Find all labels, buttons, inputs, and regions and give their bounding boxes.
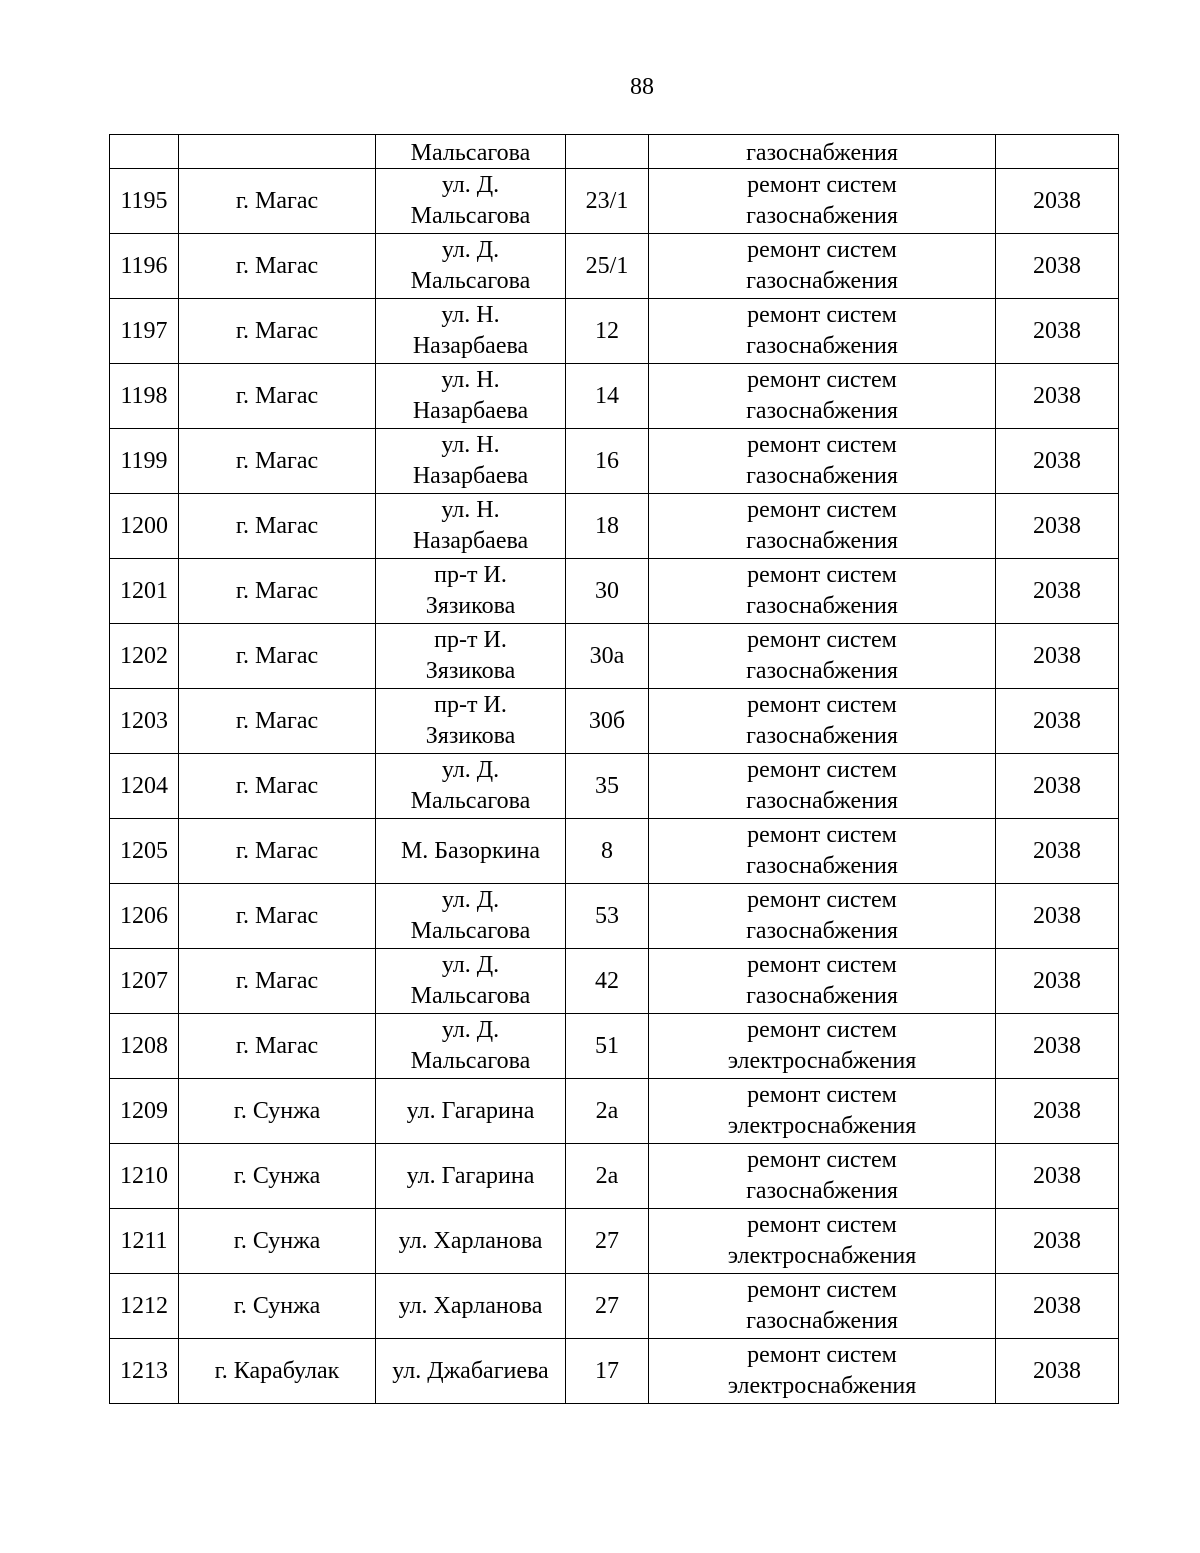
- cell-work: [649, 1144, 996, 1209]
- cell-work-line: газоснабжения: [746, 398, 898, 424]
- table-row: [110, 234, 1119, 299]
- cell-year: 2038: [996, 1014, 1119, 1079]
- cell-city: г. Магас: [179, 949, 376, 1014]
- cell-house: 30а: [566, 624, 649, 689]
- cell-year: 2038: [996, 429, 1119, 494]
- table-row: [110, 884, 1119, 949]
- cell-num: 1204: [110, 754, 179, 819]
- cell-year: 2038: [996, 1339, 1119, 1404]
- cell-street: [376, 1144, 566, 1209]
- cell-work: [649, 1014, 996, 1079]
- table-row: [110, 754, 1119, 819]
- cell-house: 8: [566, 819, 649, 884]
- cell-work: [649, 884, 996, 949]
- cell-work-line: ремонт систем: [747, 302, 897, 328]
- cell-city: г. Магас: [179, 819, 376, 884]
- cell-year: [996, 135, 1119, 169]
- cell-city: г. Магас: [179, 494, 376, 559]
- cell-street-line: ул. Н.: [441, 302, 500, 328]
- cell-work: [649, 1209, 996, 1274]
- cell-work-line: ремонт систем: [747, 822, 897, 848]
- cell-work-line: газоснабжения: [746, 463, 898, 489]
- table-row: [110, 364, 1119, 429]
- table-row: [110, 299, 1119, 364]
- cell-work-line: газоснабжения: [746, 723, 898, 749]
- cell-street: [376, 494, 566, 559]
- cell-street-line: ул. Харланова: [398, 1227, 543, 1254]
- cell-year: 2038: [996, 494, 1119, 559]
- cell-city: г. Магас: [179, 624, 376, 689]
- cell-street-line: ул. Д.: [441, 172, 500, 198]
- cell-work: [649, 949, 996, 1014]
- cell-street-line: ул. Д.: [441, 757, 500, 783]
- cell-house: 27: [566, 1274, 649, 1339]
- cell-street-line: Мальсагова: [410, 268, 531, 294]
- cell-num: 1212: [110, 1274, 179, 1339]
- cell-city: г. Сунжа: [179, 1144, 376, 1209]
- cell-street: [376, 429, 566, 494]
- cell-work-line: газоснабжения: [746, 203, 898, 229]
- cell-work-line: газоснабжения: [746, 333, 898, 359]
- cell-work-line: ремонт систем: [747, 952, 897, 978]
- cell-house: 30: [566, 559, 649, 624]
- cell-year: 2038: [996, 1144, 1119, 1209]
- table-row: [110, 1339, 1119, 1404]
- cell-city: г. Магас: [179, 884, 376, 949]
- cell-work-line: ремонт систем: [747, 432, 897, 458]
- cell-street-line: ул. Н.: [441, 497, 500, 523]
- cell-work: [649, 299, 996, 364]
- cell-year: 2038: [996, 559, 1119, 624]
- cell-year: 2038: [996, 754, 1119, 819]
- cell-work: [649, 624, 996, 689]
- cell-work-line: ремонт систем: [747, 692, 897, 718]
- cell-city: [179, 135, 376, 169]
- cell-year: 2038: [996, 819, 1119, 884]
- table-row: [110, 559, 1119, 624]
- cell-year: 2038: [996, 1274, 1119, 1339]
- cell-year: 2038: [996, 299, 1119, 364]
- cell-work: [649, 559, 996, 624]
- cell-num: 1207: [110, 949, 179, 1014]
- cell-year: 2038: [996, 1209, 1119, 1274]
- cell-street-line: Мальсагова: [410, 1048, 531, 1074]
- cell-work-line: электроснабжения: [727, 1113, 917, 1139]
- cell-work: [649, 364, 996, 429]
- table-row: [110, 429, 1119, 494]
- cell-work-line: ремонт систем: [747, 367, 897, 393]
- cell-num: 1208: [110, 1014, 179, 1079]
- cell-street-line: ул. Н.: [441, 432, 500, 458]
- cell-street: [376, 949, 566, 1014]
- page-number: 88: [630, 74, 654, 100]
- cell-work-line: газоснабжения: [746, 788, 898, 814]
- cell-num: 1210: [110, 1144, 179, 1209]
- cell-work: [649, 754, 996, 819]
- cell-house: 53: [566, 884, 649, 949]
- cell-num: 1209: [110, 1079, 179, 1144]
- cell-street-line: ул. Гагарина: [406, 1097, 535, 1124]
- cell-work: [649, 1079, 996, 1144]
- cell-work-line: ремонт систем: [747, 1147, 897, 1173]
- table-row: [110, 624, 1119, 689]
- cell-street: [376, 689, 566, 754]
- cell-street: [376, 559, 566, 624]
- cell-work: [649, 169, 996, 234]
- cell-city: г. Магас: [179, 169, 376, 234]
- cell-work-line: ремонт систем: [747, 1082, 897, 1108]
- cell-street-line: пр-т И.: [434, 562, 507, 588]
- cell-street-line: Мальсагова: [410, 788, 531, 814]
- registry-table: [109, 134, 1119, 1404]
- cell-work-line: ремонт систем: [747, 887, 897, 913]
- cell-street: [376, 169, 566, 234]
- cell-street-line: пр-т И.: [434, 692, 507, 718]
- cell-street-line: пр-т И.: [434, 627, 507, 653]
- cell-city: г. Магас: [179, 299, 376, 364]
- cell-work-line: газоснабжения: [746, 593, 898, 619]
- cell-work: газоснабжения: [649, 135, 996, 169]
- cell-num: 1195: [110, 169, 179, 234]
- cell-num: 1201: [110, 559, 179, 624]
- cell-work: [649, 689, 996, 754]
- cell-work: [649, 819, 996, 884]
- cell-work-line: ремонт систем: [747, 757, 897, 783]
- cell-city: г. Сунжа: [179, 1209, 376, 1274]
- cell-year: 2038: [996, 364, 1119, 429]
- cell-street: [376, 1274, 566, 1339]
- cell-house: 14: [566, 364, 649, 429]
- table-row: [110, 1144, 1119, 1209]
- cell-street-line: Мальсагова: [410, 983, 531, 1009]
- cell-num: 1213: [110, 1339, 179, 1404]
- cell-street-line: М. Базоркина: [400, 837, 541, 864]
- cell-city: г. Сунжа: [179, 1274, 376, 1339]
- cell-work: [649, 234, 996, 299]
- cell-street: [376, 1339, 566, 1404]
- cell-house: 18: [566, 494, 649, 559]
- cell-house: [566, 135, 649, 169]
- cell-house: 27: [566, 1209, 649, 1274]
- cell-street-line: Назарбаева: [412, 528, 529, 554]
- cell-num: 1197: [110, 299, 179, 364]
- cell-num: 1199: [110, 429, 179, 494]
- cell-house: 25/1: [566, 234, 649, 299]
- cell-work-line: газоснабжения: [746, 1308, 898, 1334]
- cell-house: 2а: [566, 1079, 649, 1144]
- cell-work-line: газоснабжения: [746, 918, 898, 944]
- cell-house: 12: [566, 299, 649, 364]
- cell-work-line: ремонт систем: [747, 1212, 897, 1238]
- cell-year: 2038: [996, 689, 1119, 754]
- cell-year: 2038: [996, 234, 1119, 299]
- cell-street-line: ул. Н.: [441, 367, 500, 393]
- cell-house: 30б: [566, 689, 649, 754]
- cell-work-line: ремонт систем: [747, 497, 897, 523]
- cell-city: г. Магас: [179, 1014, 376, 1079]
- cell-house: 42: [566, 949, 649, 1014]
- cell-street-line: Назарбаева: [412, 463, 529, 489]
- cell-house: 16: [566, 429, 649, 494]
- table-row: [110, 1014, 1119, 1079]
- cell-street: [376, 1079, 566, 1144]
- cell-street-line: Зязикова: [425, 658, 516, 684]
- cell-street: [376, 819, 566, 884]
- cell-work-line: ремонт систем: [747, 1342, 897, 1368]
- cell-work-line: ремонт систем: [747, 562, 897, 588]
- table-row: [110, 1079, 1119, 1144]
- cell-work-line: газоснабжения: [746, 853, 898, 879]
- cell-year: 2038: [996, 624, 1119, 689]
- cell-city: г. Магас: [179, 754, 376, 819]
- cell-num: 1206: [110, 884, 179, 949]
- cell-work-line: газоснабжения: [746, 528, 898, 554]
- cell-street-line: ул. Д.: [441, 237, 500, 263]
- cell-work-line: ремонт систем: [747, 172, 897, 198]
- cell-work-line: ремонт систем: [747, 237, 897, 263]
- cell-work: [649, 1274, 996, 1339]
- cell-work-line: ремонт систем: [747, 1017, 897, 1043]
- cell-house: 17: [566, 1339, 649, 1404]
- cell-work-line: электроснабжения: [727, 1048, 917, 1074]
- cell-city: г. Сунжа: [179, 1079, 376, 1144]
- cell-work: [649, 429, 996, 494]
- cell-num: 1196: [110, 234, 179, 299]
- cell-num: 1211: [110, 1209, 179, 1274]
- cell-street: [376, 1209, 566, 1274]
- cell-street: Мальсагова: [376, 135, 566, 169]
- cell-city: г. Магас: [179, 364, 376, 429]
- cell-num: 1202: [110, 624, 179, 689]
- cell-work-line: электроснабжения: [727, 1373, 917, 1399]
- cell-year: 2038: [996, 169, 1119, 234]
- cell-street-line: ул. Д.: [441, 887, 500, 913]
- cell-street-line: ул. Д.: [441, 952, 500, 978]
- cell-street-line: Назарбаева: [412, 333, 529, 359]
- cell-work-line: газоснабжения: [746, 658, 898, 684]
- cell-street-line: Зязикова: [425, 723, 516, 749]
- cell-street-line: ул. Гагарина: [406, 1162, 535, 1189]
- cell-num: 1205: [110, 819, 179, 884]
- table-row: [110, 949, 1119, 1014]
- cell-street: [376, 884, 566, 949]
- cell-house: 2а: [566, 1144, 649, 1209]
- cell-house: 35: [566, 754, 649, 819]
- cell-city: г. Магас: [179, 689, 376, 754]
- cell-year: 2038: [996, 1079, 1119, 1144]
- cell-work-line: газоснабжения: [746, 268, 898, 294]
- table-row: [110, 1274, 1119, 1339]
- cell-street-line: ул. Д.: [441, 1017, 500, 1043]
- table-row-continued: [110, 135, 1119, 169]
- table-row: [110, 689, 1119, 754]
- cell-street-line: Мальсагова: [410, 203, 531, 229]
- cell-city: г. Карабулак: [179, 1339, 376, 1404]
- cell-street: [376, 364, 566, 429]
- cell-num: 1198: [110, 364, 179, 429]
- cell-city: г. Магас: [179, 429, 376, 494]
- table-row: [110, 1209, 1119, 1274]
- cell-city: г. Магас: [179, 559, 376, 624]
- cell-work-line: газоснабжения: [746, 1178, 898, 1204]
- cell-street: [376, 234, 566, 299]
- table-row: [110, 494, 1119, 559]
- cell-city: г. Магас: [179, 234, 376, 299]
- cell-house: 23/1: [566, 169, 649, 234]
- cell-street-line: Мальсагова: [410, 918, 531, 944]
- cell-street-line: Назарбаева: [412, 398, 529, 424]
- cell-num: 1200: [110, 494, 179, 559]
- cell-street-line: Зязикова: [425, 593, 516, 619]
- cell-year: 2038: [996, 884, 1119, 949]
- cell-street: [376, 299, 566, 364]
- cell-year: 2038: [996, 949, 1119, 1014]
- cell-work-line: ремонт систем: [747, 1277, 897, 1303]
- cell-num: 1203: [110, 689, 179, 754]
- cell-street-line: ул. Харланова: [398, 1292, 543, 1319]
- cell-work: [649, 1339, 996, 1404]
- cell-street-line: ул. Джабагиева: [392, 1357, 549, 1384]
- table-row: [110, 819, 1119, 884]
- cell-work: [649, 494, 996, 559]
- cell-house: 51: [566, 1014, 649, 1079]
- registry-table-body: [110, 135, 1119, 1404]
- cell-work-line: газоснабжения: [746, 983, 898, 1009]
- cell-street: [376, 754, 566, 819]
- cell-street: [376, 624, 566, 689]
- cell-work-line: ремонт систем: [747, 627, 897, 653]
- table-row: [110, 169, 1119, 234]
- cell-work-line: электроснабжения: [727, 1243, 917, 1269]
- cell-street: [376, 1014, 566, 1079]
- cell-num: [110, 135, 179, 169]
